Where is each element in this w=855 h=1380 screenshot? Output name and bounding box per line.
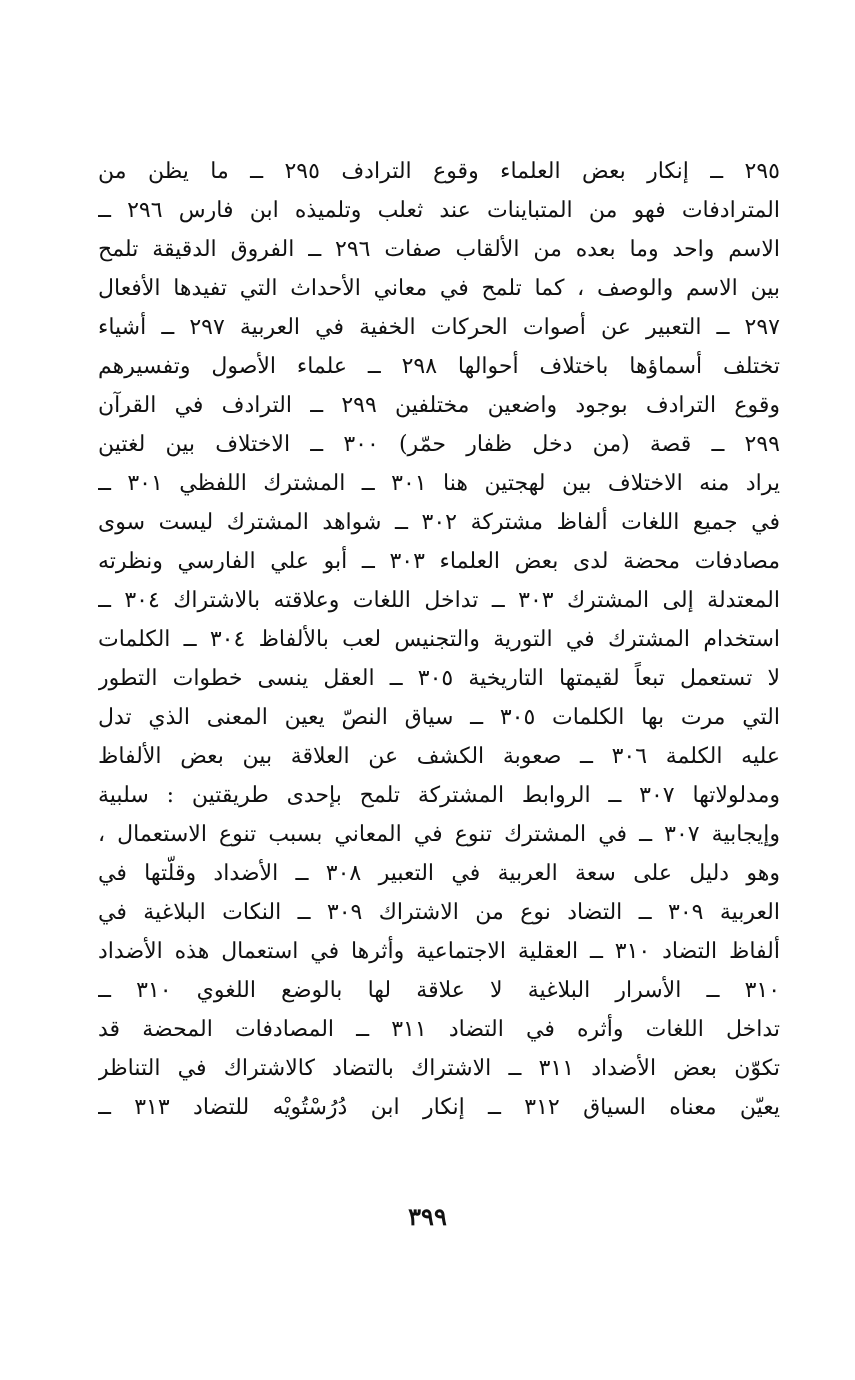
text-line: تكوّن بعض الأضداد ٣١١ ــ الاشتراك بالتضاد كالاشتراك في التناظر	[98, 1056, 780, 1081]
text-line: ٢٩٧ ــ التعبير عن أصوات الحركات الخفية في العربية ٢٩٧ ــ أشياء	[98, 315, 780, 340]
text-line: استخدام المشترك في التورية والتجنيس لعب بالألفاظ ٣٠٤ ــ الكلمات	[98, 627, 780, 652]
page-number: ٣٩٩	[408, 1202, 447, 1231]
text-line: العربية ٣٠٩ ــ التضاد نوع من الاشتراك ٣٠٩ ــ النكات البلاغية في	[98, 900, 780, 925]
text-line: عليه الكلمة ٣٠٦ ــ صعوبة الكشف عن العلاقة بين بعض الألفاظ	[98, 744, 780, 769]
text-line: تختلف أسماؤها باختلاف أحوالها ٢٩٨ ــ علماء الأصول وتفسيرهم	[98, 354, 780, 379]
text-line: وإيجابية ٣٠٧ ــ في المشترك تنوع في المعاني بسبب تنوع الاستعمال ،	[98, 822, 780, 847]
text-line: بين الاسم والوصف ، كما تلمح في معاني الأحداث التي تفيدها الأفعال	[98, 276, 780, 301]
index-text-block	[98, 152, 780, 1127]
text-line: يعيّن معناه السياق ٣١٢ ــ إنكار ابن دُرُسْتُويْه للتضاد ٣١٣ ــ	[98, 1095, 780, 1120]
text-line: ٢٩٥ ــ إنكار بعض العلماء وقوع الترادف ٢٩٥ ــ ما يظن من	[98, 159, 780, 184]
text-line: ألفاظ التضاد ٣١٠ ــ العقلية الاجتماعية وأثرها في استعمال هذه الأضداد	[98, 939, 780, 964]
text-line: مصادفات محضة لدى بعض العلماء ٣٠٣ ــ أبو علي الفارسي ونظرته	[98, 549, 780, 574]
text-line: التي مرت بها الكلمات ٣٠٥ ــ سياق النصّ يعين المعنى الذي تدل	[98, 705, 780, 730]
text-line: ٢٩٩ ــ قصة (من دخل ظفار حمّر) ٣٠٠ ــ الاختلاف بين لغتين	[98, 432, 780, 457]
text-line: المعتدلة إلى المشترك ٣٠٣ ــ تداخل اللغات وعلاقته بالاشتراك ٣٠٤ ــ	[98, 588, 780, 613]
text-line: وهو دليل على سعة العربية في التعبير ٣٠٨ ــ الأضداد وقلّتها في	[98, 861, 780, 886]
text-line: لا تستعمل تبعاً لقيمتها التاريخية ٣٠٥ ــ العقل ينسى خطوات التطور	[98, 666, 780, 691]
text-line: الاسم واحد وما بعده من الألقاب صفات ٢٩٦ ــ الفروق الدقيقة تلمح	[98, 237, 780, 262]
text-line: ٣١٠ ــ الأسرار البلاغية لا علاقة لها بالوضع اللغوي ٣١٠ ــ	[98, 978, 780, 1003]
text-line: المترادفات فهو من المتباينات عند ثعلب وتلميذه ابن فارس ٢٩٦ ــ	[98, 198, 780, 223]
text-line: في جميع اللغات ألفاظ مشتركة ٣٠٢ ــ شواهد المشترك ليست سوى	[98, 510, 780, 535]
text-line: يراد منه الاختلاف بين لهجتين هنا ٣٠١ ــ المشترك اللفظي ٣٠١ ــ	[98, 471, 780, 496]
text-line: وقوع الترادف بوجود واضعين مختلفين ٢٩٩ ــ الترادف في القرآن	[98, 393, 780, 418]
text-line: ومدلولاتها ٣٠٧ ــ الروابط المشتركة تلمح بإحدى طريقتين : سلبية	[98, 783, 780, 808]
text-line: تداخل اللغات وأثره في التضاد ٣١١ ــ المصادفات المحضة قد	[98, 1017, 780, 1042]
